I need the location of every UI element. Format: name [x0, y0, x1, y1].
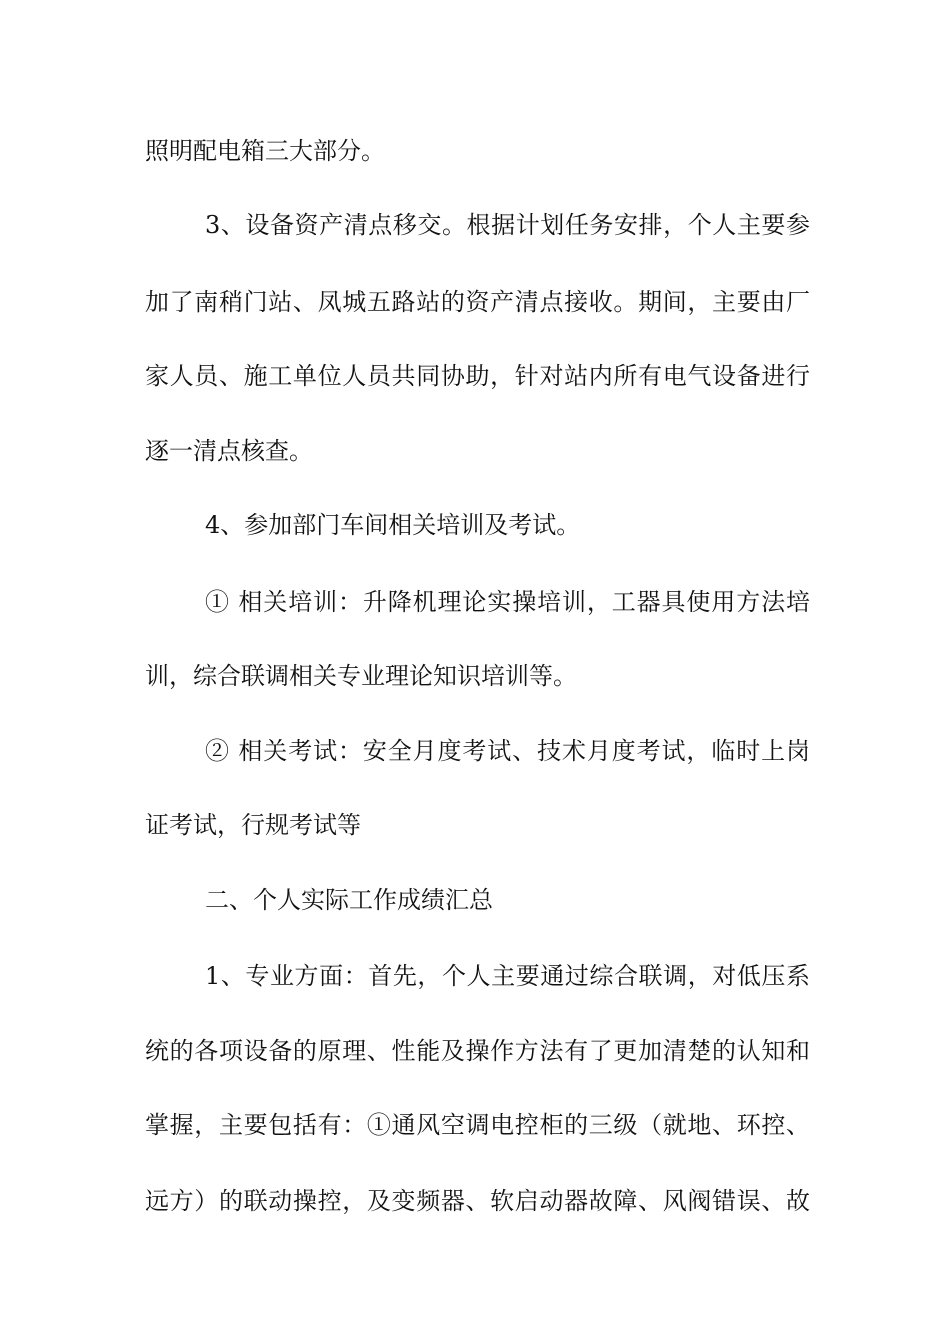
text-line: 照明配电箱三大部分。 — [145, 137, 385, 165]
text-line: 统的各项设备的原理、性能及操作方法有了更加清楚的认知和 — [145, 1037, 810, 1065]
text-line: 1、专业方面：首先，个人主要通过综合联调，对低压系 — [205, 962, 810, 990]
section-heading: 二、个人实际工作成绩汇总 — [205, 886, 493, 914]
text-line: 训，综合联调相关专业理论知识培训等。 — [145, 662, 577, 690]
text-line: 家人员、施工单位人员共同协助，针对站内所有电气设备进行 — [145, 362, 810, 390]
text-line: 证考试，行规考试等 — [145, 811, 361, 839]
text-line: 加了南稍门站、凤城五路站的资产清点接收。期间，主要由厂 — [145, 288, 810, 316]
text-line: 4、参加部门车间相关培训及考试。 — [205, 511, 581, 539]
text-line: 远方）的联动操控，及变频器、软启动器故障、风阀错误、故 — [145, 1187, 810, 1215]
text-line: 掌握，主要包括有：①通风空调电控柜的三级（就地、环控、 — [145, 1111, 810, 1139]
text-line: ① 相关培训：升降机理论实操培训，工器具使用方法培 — [205, 588, 810, 616]
text-line: 逐一清点核查。 — [145, 437, 313, 465]
text-line: ② 相关考试：安全月度考试、技术月度考试，临时上岗 — [205, 737, 810, 765]
text-line: 3、设备资产清点移交。根据计划任务安排，个人主要参 — [205, 211, 810, 239]
